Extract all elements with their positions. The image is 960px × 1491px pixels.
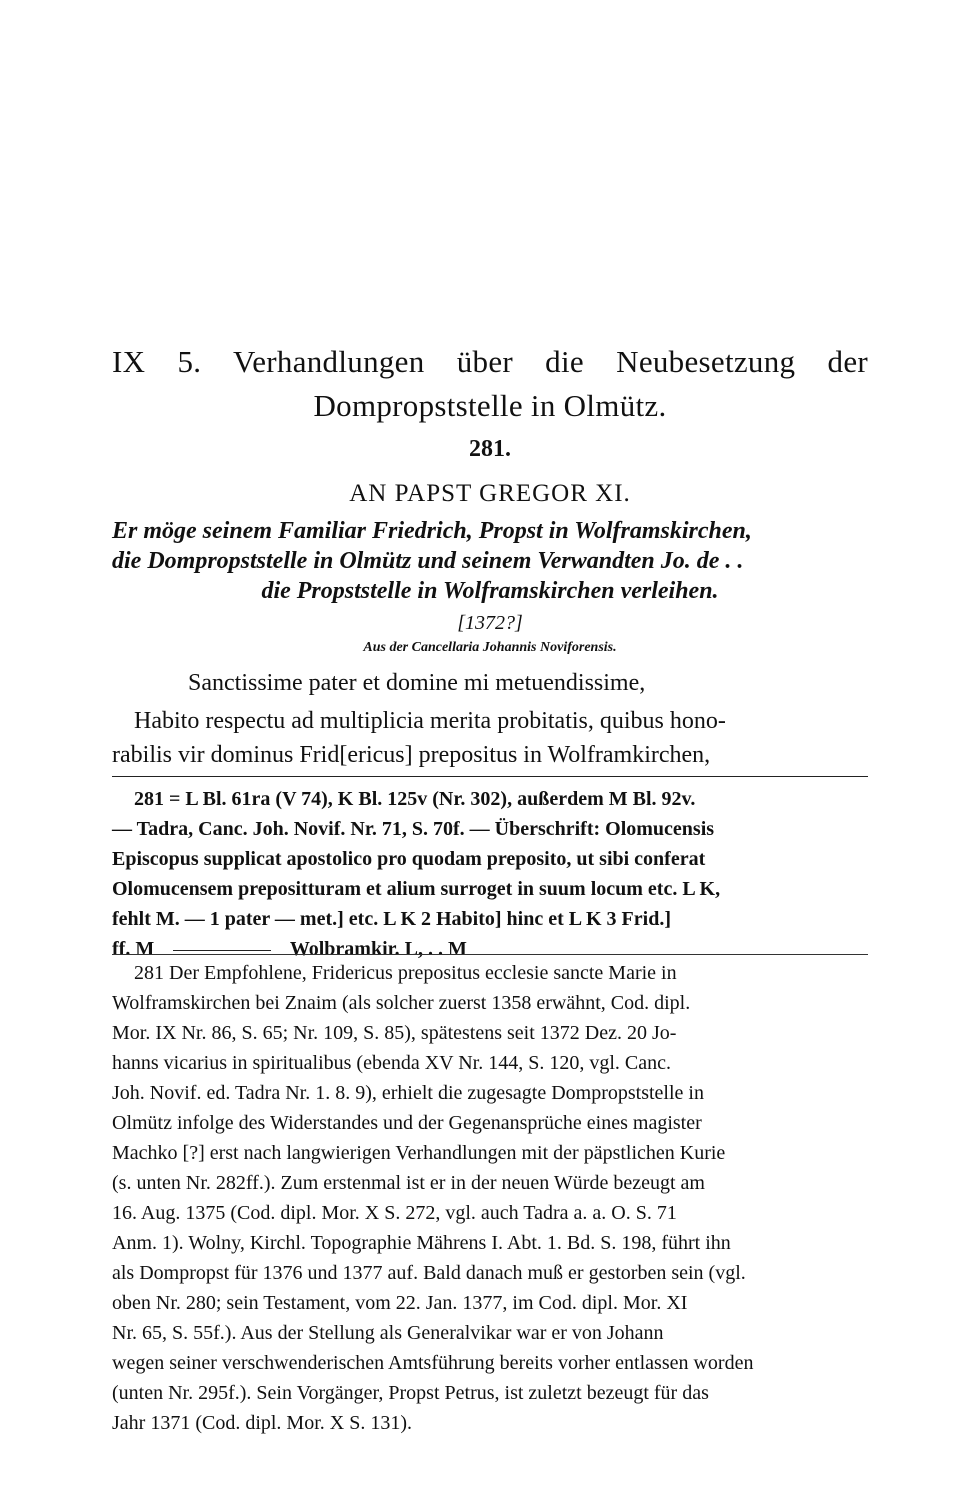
commentary-line-6: Olmütz infolge des Widerstandes und der Gegenansprüche eines magister — [112, 1112, 702, 1134]
commentary-line-13: Nr. 65, S. 55f.). Aus der Stellung als Generalvikar war er von Johann — [112, 1322, 664, 1344]
critical-apparatus — [112, 784, 868, 964]
footnote-divider — [112, 776, 868, 777]
section-heading — [112, 340, 868, 428]
commentary-line-1: 281 Der Empfohlene, Fridericus prepositus ecclesie sancte Marie in — [134, 962, 677, 984]
apparatus-line-3: Episcopus supplicat apostolico pro quodam preposito, ut sibi conferat — [112, 848, 706, 870]
letter-body — [112, 704, 868, 772]
commentary-line-9: 16. Aug. 1375 (Cod. dipl. Mor. X S. 272, vgl. auch Tadra a. a. O. S. 71 — [112, 1202, 677, 1224]
apparatus-line-2: — Tadra, Canc. Joh. Novif. Nr. 71, S. 70f. — Überschrift: Olomucensis — [112, 818, 715, 840]
body-line-1: Habito respectu ad multiplicia merita probitatis, quibus hono- — [134, 708, 726, 734]
commentary-line-16: Jahr 1371 (Cod. dipl. Mor. X S. 131). — [112, 1412, 412, 1434]
apparatus-line-1: 281 = L Bl. 61ra (V 74), K Bl. 125v (Nr. 302), außerdem M Bl. 92v. — [134, 788, 696, 810]
summary-line-3: die Propststelle in Wolframskirchen verleihen. — [261, 578, 719, 604]
commentary-line-7: Machko [?] erst nach langwierigen Verhandlungen mit der päpstlichen Kurie — [112, 1142, 726, 1164]
commentary-line-3: Mor. IX Nr. 86, S. 65; Nr. 109, S. 85), spätestens seit 1372 Dez. 20 Jo- — [112, 1022, 677, 1044]
commentary-line-11: als Dompropst für 1376 und 1377 auf. Bald danach muß er gestorben sein (vgl. — [112, 1262, 746, 1284]
summary-line-2: die Dompropststelle in Olmütz und seinem Verwandten Jo. de . . — [112, 548, 744, 574]
section-heading-line-1: IX 5. Verhandlungen über die Neubesetzung der — [112, 344, 868, 379]
apparatus-line-6-end: Wolbramkir. L, . . M — [289, 938, 467, 960]
commentary-line-2: Wolframskirchen bei Znaim (als solcher zuerst 1358 erwähnt, Cod. dipl. — [112, 992, 691, 1014]
commentary-line-5: Joh. Novif. ed. Tadra Nr. 1. 8. 9), erhielt die zugesagte Dompropststelle in — [112, 1082, 704, 1104]
commentary-line-4: hanns vicarius in spiritualibus (ebenda XV Nr. 144, S. 120, vgl. Canc. — [112, 1052, 672, 1074]
body-line-2: rabilis vir dominus Frid[ericus] prepositus in Wolframkirchen, — [112, 742, 711, 768]
commentary-line-14: wegen seiner verschwenderischen Amtsführung bereits vorher entlassen worden — [112, 1352, 754, 1374]
apparatus-dash-rule — [173, 950, 271, 951]
commentary-line-10: Anm. 1). Wolny, Kirchl. Topographie Mährens I. Abt. 1. Bd. S. 198, führt ihn — [112, 1232, 731, 1254]
document-source: Aus der Cancellaria Johannis Noviforensis. — [363, 640, 617, 655]
apparatus-line-5: fehlt M. — 1 pater — met.] etc. L K 2 Habito] hinc et L K 3 Frid.] — [112, 908, 671, 930]
summary-line-1: Er möge seinem Familiar Friedrich, Propst in Wolframskirchen, — [112, 518, 752, 544]
letter-salutation: Sanctissime pater et domine mi metuendissime, — [188, 670, 646, 696]
apparatus-line-4: Olomucensem prepositturam et alium surroget in suum locum etc. L K, — [112, 878, 721, 900]
document-recipient: AN PAPST GREGOR XI. — [349, 480, 631, 507]
commentary-line-15: (unten Nr. 295f.). Sein Vorgänger, Propst Petrus, ist zuletzt bezeugt für das — [112, 1382, 709, 1404]
document-summary — [112, 516, 868, 606]
section-heading-line-2: Dompropststelle in Olmütz. — [313, 388, 667, 423]
historical-commentary — [112, 958, 868, 1438]
document-date: [1372?] — [457, 612, 523, 634]
document-number: 281. — [469, 436, 511, 462]
commentary-line-8: (s. unten Nr. 282ff.). Zum erstenmal ist er in der neuen Würde bezeugt am — [112, 1172, 705, 1194]
apparatus-line-6-start: ff. M — [112, 938, 155, 960]
commentary-divider — [112, 954, 868, 955]
commentary-line-12: oben Nr. 280; sein Testament, vom 22. Jan. 1377, im Cod. dipl. Mor. XI — [112, 1292, 688, 1314]
